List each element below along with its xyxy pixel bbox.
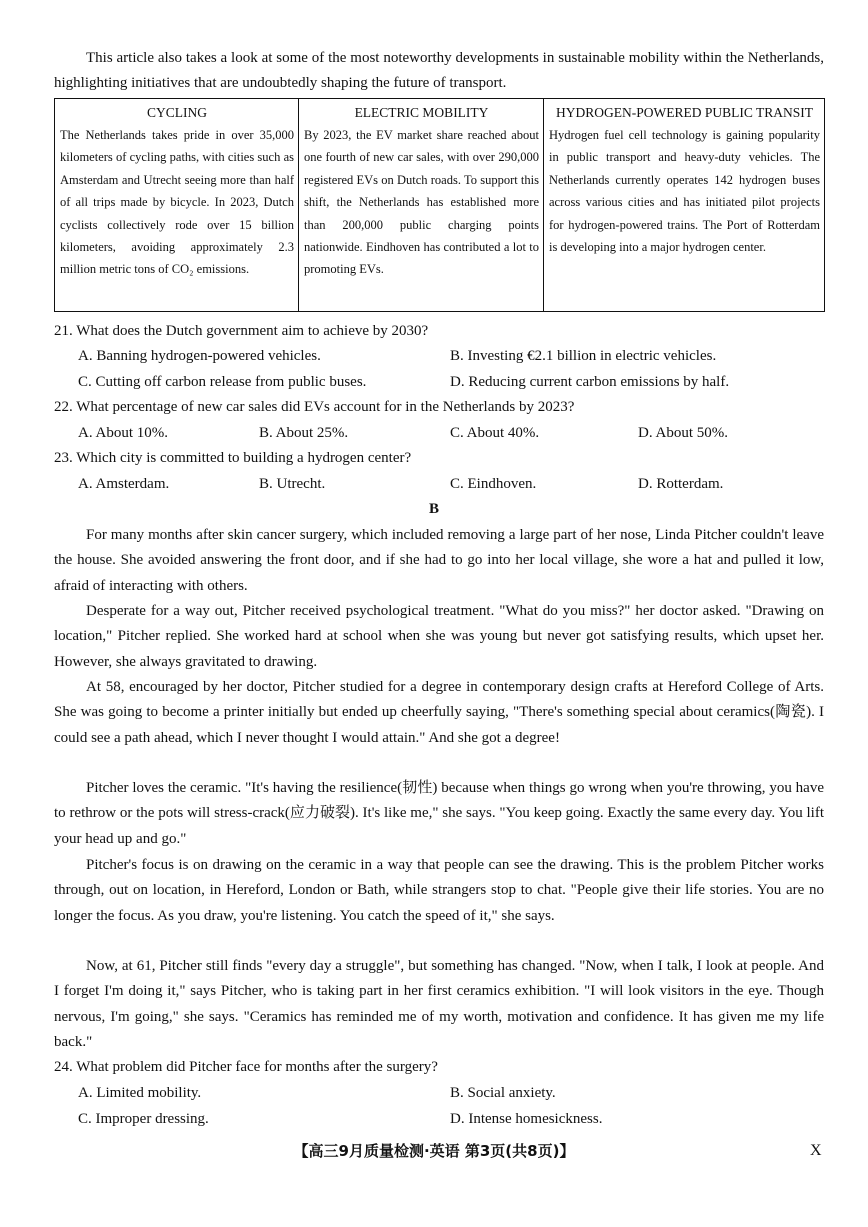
electric-mobility-body: By 2023, the EV market share reached about one fourth of new car sales, with over 290,000 registered EVs on Dutch roads. To support this shift, the Netherlands has established more than 200,000 public charging points nationwide. Eindhoven has contributed a lot to promoting EVs. [304,128,539,277]
passage-paragraph-5: Pitcher's focus is on drawing on the ceramic in a way that people can see the drawing. This is the problem Pitcher works through, out on location, in Hereford, London or Bath, while strangers stop to chat. "People give their life stories. You are no longer the focus. As you draw, you're listening. You catch the speed of it," she says. [54,857,824,924]
q21-option-d: D. Reducing current carbon emissions by half. [450,374,730,390]
table-row [55,99,825,312]
q23-option-c: C. Eindhoven. [450,476,537,492]
q24-option-a: A. Limited mobility. [78,1085,202,1101]
paper-code: X [810,1142,822,1159]
question-24: 24. What problem did Pitcher face for months after the surgery? [54,1059,438,1075]
q22-option-d: D. About 50%. [638,425,728,441]
mobility-table [54,98,825,312]
passage-paragraph-1: For many months after skin cancer surgery, which included removing a large part of her nose, Linda Pitcher couldn't leave the house. She avoided answering the front door, and if she had to go into her local village, she wore a hat and pulled it low, afraid of interacting with others. [54,527,824,594]
intro-paragraph: This article also takes a look at some of the most noteworthy developments in sustainable mobility within the Netherlands, highlighting initiatives that are undoubtedly shaping the future of transport. [54,50,824,92]
cycling-cell [55,99,299,312]
q23-option-a: A. Amsterdam. [78,476,170,492]
q21-option-b: B. Investing €2.1 billion in electric vehicles. [450,348,717,364]
q22-option-c: C. About 40%. [450,425,540,441]
page-footer: 【高三9月质量检测·英语 第3页(共8页)】 [293,1142,575,1160]
question-23: 23. Which city is committed to building a hydrogen center? [54,450,412,466]
hydrogen-transit-cell [544,99,825,312]
hydrogen-transit-heading: HYDROGEN-POWERED PUBLIC TRANSIT [555,105,813,120]
q24-option-c: C. Improper dressing. [78,1111,209,1127]
passage-paragraph-6: Now, at 61, Pitcher still finds "every day a struggle", but something has changed. "Now, when I talk, I look at people. And I forget I'm doing it," says Pitcher, who is taking part in her first ceramics exhibition. "I will look visitors in the eye. Though nervous, I'm going," she says. "Ceramics has reminded me of my worth, motivation and confidence. It has given me my life back." [54,958,824,1050]
q23-option-b: B. Utrecht. [259,476,326,492]
passage-paragraph-2: Desperate for a way out, Pitcher received psychological treatment. "What do you miss?" her doctor asked. "Drawing on location," Pitcher replied. She worked hard at school when she was young but never got satisfying results, which upset her. However, she always gravitated to drawing. [54,603,824,670]
question-22: 22. What percentage of new car sales did EVs account for in the Netherlands by 2023? [54,399,575,415]
q22-option-b: B. About 25%. [259,425,349,441]
q21-option-a: A. Banning hydrogen-powered vehicles. [78,348,321,364]
electric-mobility-heading: ELECTRIC MOBILITY [354,105,489,120]
question-21: 21. What does the Dutch government aim to achieve by 2030? [54,323,429,339]
passage-paragraph-3: At 58, encouraged by her doctor, Pitcher studied for a degree in contemporary design crafts at Hereford College of Arts. She was going to become a printer initially but ended up cheerfully saying, "There's something special about ceramics(陶瓷). I could see a path ahead, which I never thought I would attain." And she got a degree! [54,679,824,746]
q23-option-d: D. Rotterdam. [638,476,724,492]
q22-option-a: A. About 10%. [78,425,168,441]
q21-option-c: C. Cutting off carbon release from public buses. [78,374,367,390]
hydrogen-transit-body: Hydrogen fuel cell technology is gaining popularity in public transport and heavy-duty vehicles. The Netherlands currently operates 142 hydrogen buses across various cities and has initiated pilot projects for hydrogen-powered trains. The Port of Rotterdam is developing into a major hydrogen center. [549,128,820,255]
section-b-label: B [428,501,439,517]
q24-option-b: B. Social anxiety. [450,1085,556,1101]
cycling-heading: CYCLING [147,105,207,120]
q24-option-d: D. Intense homesickness. [450,1111,603,1127]
electric-mobility-cell [299,99,544,312]
cycling-body: The Netherlands takes pride in over 35,000 kilometers of cycling paths, with cities such as Amsterdam and Utrecht seeing more than half of all trips made by bicycle. In 2023, Dutch cyclists collectively rode over 15 billion kilometers, avoiding approximately 2.3 million metric tons of CO₂ emissions. [60,128,294,277]
passage-paragraph-4: Pitcher loves the ceramic. "It's having the resilience(韧性) because when things go wrong when you're throwing, you have to rethrow or the pots will stress-crack(应力破裂). It's like me," she says. "You keep going. Exactly the same every day. You lift your head up and go." [54,780,824,847]
